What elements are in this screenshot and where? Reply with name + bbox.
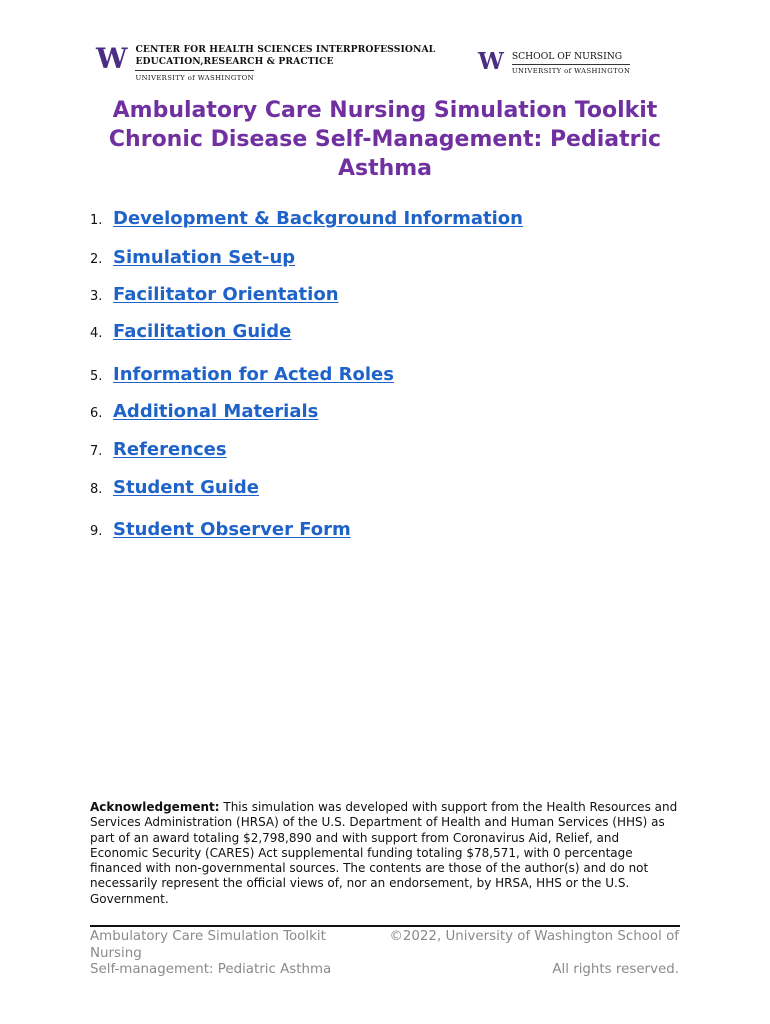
acknowledgement-heading: Acknowledgement: bbox=[90, 800, 220, 814]
footer-left-line1: Ambulatory Care Simulation Toolkit bbox=[90, 929, 326, 944]
toc-item-student-observer-form bbox=[90, 519, 351, 540]
toc-item-acted-roles bbox=[90, 364, 394, 385]
toc-link-facilitation-guide[interactable]: Facilitation Guide bbox=[113, 321, 292, 342]
toc-number: 1. bbox=[90, 213, 103, 228]
footer-copyright: ©2022, University of Washington School of bbox=[389, 929, 679, 944]
toc-item-facilitation-guide bbox=[90, 321, 291, 342]
toc-link-student-observer-form[interactable]: Student Observer Form bbox=[113, 519, 351, 540]
toc-item-setup bbox=[90, 247, 295, 268]
toc-item-references bbox=[90, 439, 227, 460]
toc-link-additional-materials[interactable]: Additional Materials bbox=[113, 401, 319, 422]
footer-rights: All rights reserved. bbox=[552, 962, 679, 977]
toc-item-development bbox=[90, 208, 523, 229]
toc-link-setup[interactable]: Simulation Set-up bbox=[113, 247, 296, 268]
toc-number: 6. bbox=[90, 406, 103, 421]
toc-number: 2. bbox=[90, 252, 103, 267]
logo-left-line1: CENTER FOR HEALTH SCIENCES INTERPROFESSIONAL bbox=[135, 44, 436, 55]
toc-number: 9. bbox=[90, 524, 103, 539]
logo-right-line1: SCHOOL OF NURSING bbox=[511, 51, 623, 62]
acknowledgement bbox=[90, 800, 680, 907]
school-of-nursing-logo bbox=[478, 50, 630, 77]
toc-link-development[interactable]: Development & Background Information bbox=[113, 208, 523, 229]
toc-item-additional-materials bbox=[90, 401, 318, 422]
footer-left-line2: Nursing bbox=[90, 945, 142, 961]
footer-left bbox=[90, 929, 331, 979]
title-line3: Asthma bbox=[337, 156, 433, 181]
acknowledgement-text: This simulation was developed with support from the Health Resources and Services Administration (HRSA) of the U.S. Department of Health and Human Services (HHS) as part of an award totaling $2,798,890 and with support from Coronavirus Aid, Relief, and Economic Security (CARES) Act supplemental funding totaling $78,571, with 0 percentage financed with non-governmental sources. The contents are those of the author(s) and do not necessarily represent the official views of, nor an endorsement, by HRSA, HHS or the U.S. Government. bbox=[90, 800, 678, 906]
toc-link-facilitator-orientation[interactable]: Facilitator Orientation bbox=[113, 284, 339, 305]
title-line2: Chronic Disease Self-Management: Pediatric bbox=[108, 127, 662, 152]
toc-number: 3. bbox=[90, 289, 103, 304]
toc-link-references[interactable]: References bbox=[113, 439, 227, 460]
uw-w-logo-icon: W bbox=[96, 42, 128, 75]
toc-link-student-guide[interactable]: Student Guide bbox=[113, 477, 260, 498]
uw-w-logo-icon: W bbox=[478, 48, 504, 75]
logo-left-line2: EDUCATION,RESEARCH & PRACTICE bbox=[135, 56, 334, 67]
toc-number: 5. bbox=[90, 369, 103, 384]
toc-number: 4. bbox=[90, 326, 103, 341]
title-line1: Ambulatory Care Nursing Simulation Toolkit bbox=[112, 98, 658, 123]
toc-number: 8. bbox=[90, 482, 103, 497]
toc-link-acted-roles[interactable]: Information for Acted Roles bbox=[113, 364, 394, 385]
logo-left-university: UNIVERSITY of WASHINGTON bbox=[135, 70, 254, 84]
toc-item-student-guide bbox=[90, 477, 259, 498]
toc-item-facilitator-orientation bbox=[90, 284, 339, 305]
footer-right bbox=[389, 929, 679, 979]
footer-divider bbox=[90, 925, 680, 927]
chsiepr-logo bbox=[96, 44, 435, 84]
page-title bbox=[80, 96, 690, 183]
footer-left-line3: Self-management: Pediatric Asthma bbox=[90, 962, 332, 977]
logo-right-university: UNIVERSITY of WASHINGTON bbox=[512, 64, 631, 77]
toc-number: 7. bbox=[90, 444, 103, 459]
